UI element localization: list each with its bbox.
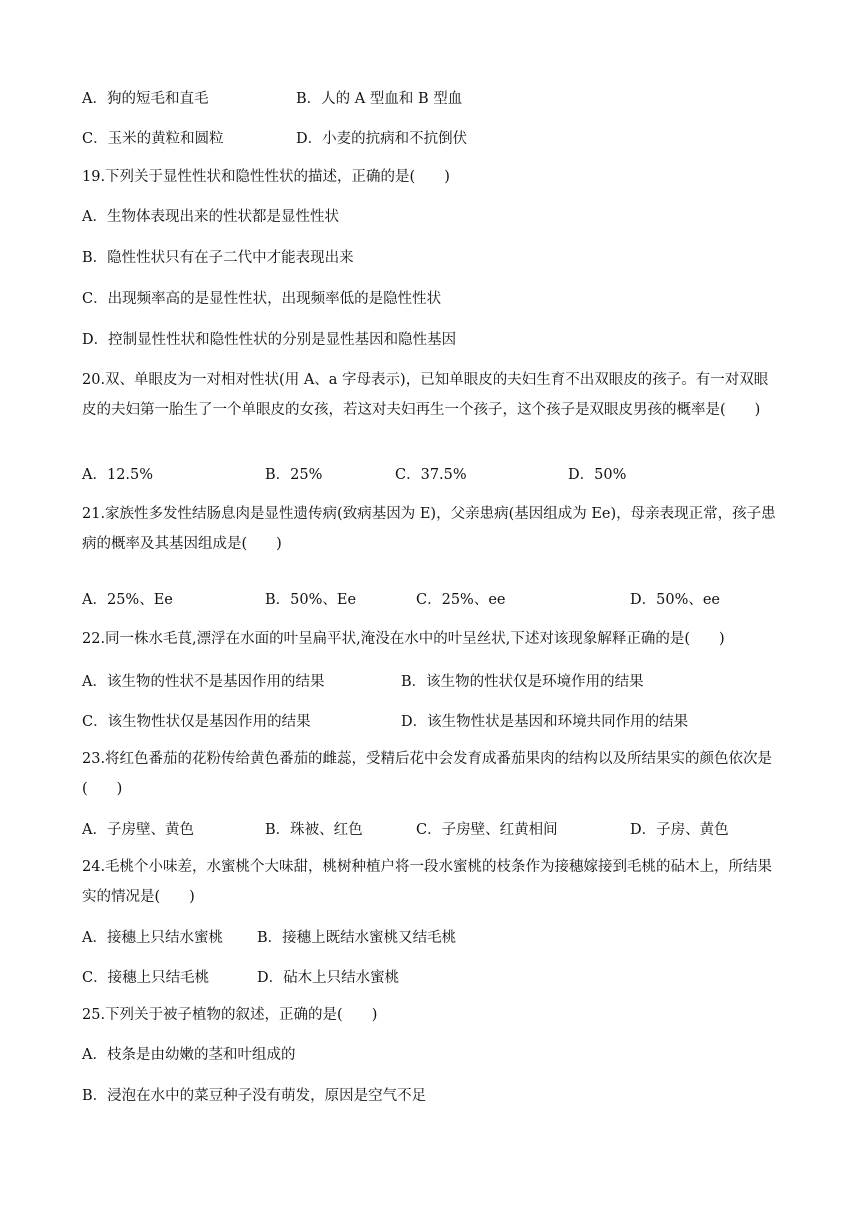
q23-stem: 23.将红色番茄的花粉传给黄色番茄的雌蕊，受精后花中会发育成番茄果肉的结构以及所结果实的颜色依次是( ) [82, 751, 773, 797]
q18-option-b: B．人的 A 型血和 B 型血 [296, 91, 463, 107]
q18-option-c: C．玉米的黄粒和圆粒 [82, 131, 224, 147]
q19-option-d: D．控制显性性状和隐性性状的分别是显性基因和隐性基因 [82, 332, 457, 348]
q20-option-a: A．12.5% [82, 467, 154, 483]
q20-option-b: B．25% [265, 467, 323, 483]
q25-stem: 25.下列关于被子植物的叙述，正确的是( ) [82, 1007, 378, 1023]
q21-option-d: D．50%、ee [630, 592, 721, 608]
q19-option-b: B．隐性性状只有在子二代中才能表现出来 [82, 250, 354, 266]
q19-stem: 19.下列关于显性性状和隐性性状的描述，正确的是( ) [82, 169, 450, 185]
q20-option-d: D．50% [568, 467, 627, 483]
q18-option-d: D．小麦的抗病和不抗倒伏 [296, 131, 468, 147]
q21-stem: 21.家族性多发性结肠息肉是显性遗传病(致病基因为 E)，父亲患病(基因组成为 Ee)，母亲表现正常，孩子患病的概率及其基因组成是( ) [82, 506, 776, 552]
q23-option-b: B．珠被、红色 [265, 822, 363, 838]
q24-option-b: B．接穗上既结水蜜桃又结毛桃 [257, 930, 457, 946]
q22-option-d: D．该生物性状是基因和环境共同作用的结果 [401, 714, 689, 730]
q22-stem: 22.同一株水毛茛,漂浮在水面的叶呈扁平状,淹没在水中的叶呈丝状,下述对该现象解释正确的是( ) [82, 631, 725, 647]
q24-option-c: C．接穗上只结毛桃 [82, 970, 210, 986]
q23-option-c: C．子房壁、红黄相间 [416, 822, 558, 838]
q21-option-b: B．50%、Ee [265, 592, 357, 608]
q21-option-c: C．25%、ee [416, 592, 506, 608]
q24-stem: 24.毛桃个小味差，水蜜桃个大味甜，桃树种植户将一段水蜜桃的枝条作为接穗嫁接到毛桃的砧木上，所结果实的情况是( ) [82, 859, 773, 905]
q25-option-a: A．枝条是由幼嫩的茎和叶组成的 [82, 1047, 296, 1063]
q19-option-c: C．出现频率高的是显性性状，出现频率低的是隐性性状 [82, 291, 442, 307]
q20-option-c: C．37.5% [395, 467, 467, 483]
q24-option-a: A．接穗上只结水蜜桃 [82, 930, 223, 946]
q21-option-a: A．25%、Ee [82, 592, 173, 608]
q22-option-b: B．该生物的性状仅是环境作用的结果 [401, 674, 644, 690]
q20-stem: 20.双、单眼皮为一对相对性状(用 A、a 字母表示)，已知单眼皮的夫妇生育不出双眼皮的孩子。有一对双眼皮的夫妇第一胎生了一个单眼皮的女孩，若这对夫妇再生一个孩子，这个孩子是双眼皮男孩的概率是( ) [82, 372, 769, 418]
q24-option-d: D．砧木上只结水蜜桃 [257, 970, 400, 986]
q23-option-d: D．子房、黄色 [630, 822, 729, 838]
q19-option-a: A．生物体表现出来的性状都是显性性状 [82, 209, 339, 225]
q22-option-c: C．该生物性状仅是基因作用的结果 [82, 714, 311, 730]
q25-option-b: B．浸泡在水中的菜豆种子没有萌发，原因是空气不足 [82, 1088, 427, 1104]
q22-option-a: A．该生物的性状不是基因作用的结果 [82, 674, 325, 690]
q18-option-a: A．狗的短毛和直毛 [82, 91, 209, 107]
q23-option-a: A．子房壁、黄色 [82, 822, 194, 838]
